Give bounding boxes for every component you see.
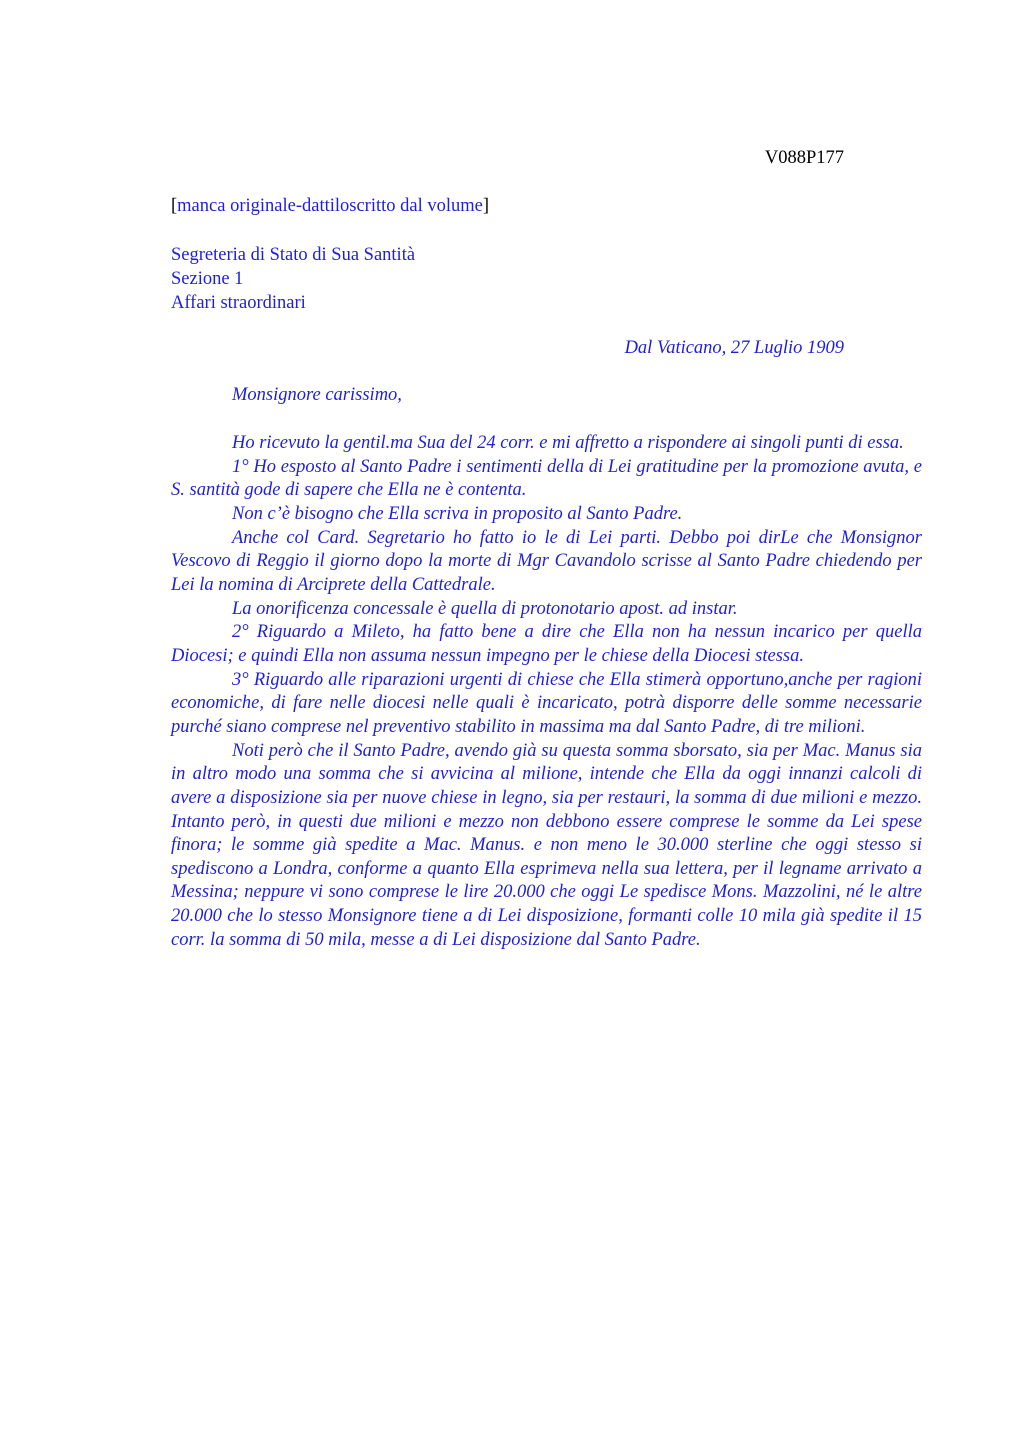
note-text: manca originale-dattiloscritto dal volume — [177, 196, 483, 216]
letterhead-line: Sezione 1 — [171, 269, 244, 289]
body-paragraph: Anche col Card. Segretario ho fatto io le di Lei parti. Debbo poi dirLe che Monsignor Vescovo di Reggio il giorno dopo la morte di Mgr Cavandolo scrisse al Santo Padre chiedendo per Lei la nomina di Arciprete della Cattedrale. — [171, 527, 922, 595]
archival-note — [171, 196, 489, 217]
note-close-bracket: ] — [482, 196, 490, 216]
salutation: Monsignore carissimo, — [232, 385, 402, 405]
reference-code: V088P177 — [764, 148, 844, 168]
body-paragraph: Noti però che il Santo Padre, avendo già su questa somma sborsato, sia per Mac. Manus sia in altro modo una somma che si avvicina al milione, intende che Ella da oggi innanzi calcoli di avere a disposizione sia per nuove chiese in legno, sia per restauri, la somma di due milioni e mezzo. Intanto però, in questi due milioni e mezzo non debbono essere comprese le somme da Lei spese finora; le somme già spedite a Mac. Manus. e non meno le 30.000 sterline che oggi stesso si spediscono a Londra, conforme a quanto Ella esprimeva nella sua lettera, per il legname arrivato a Messina; neppure vi sono comprese le lire 20.000 che oggi Le spedisce Mons. Mazzolini, né le altre 20.000 che lo stesso Monsignore tiene a di Lei disposizione, formanti colle 10 mila già spedite il 15 corr. la somma di 50 mila, messe a di Lei disposizione dal Santo Padre. — [171, 740, 922, 950]
body-paragraph: Non c’è bisogno che Ella scriva in proposito al Santo Padre. — [232, 503, 683, 524]
letter-date: Dal Vaticano, 27 Luglio 1909 — [624, 338, 844, 358]
letterhead — [171, 243, 415, 315]
letterhead-line: Segreteria di Stato di Sua Santità — [171, 245, 416, 265]
note-open-bracket: [ — [171, 196, 178, 216]
body-paragraph: 2° Riguardo a Mileto, ha fatto bene a dire che Ella non ha nessun incarico per quella Diocesi; e quindi Ella non assuma nessun impegno per le chiese della Diocesi stessa. — [171, 622, 922, 666]
body-paragraph: 3° Riguardo alle riparazioni urgenti di chiese che Ella stimerà opportuno,anche per ragioni economiche, di fare nelle diocesi nelle quali è incaricato, potrà disporre delle somme necessarie purché siano comprese nel preventivo stabilito in massima ma dal Santo Padre, di tre milioni. — [171, 669, 922, 737]
body-paragraph: La onorificenza concessale è quella di protonotario apost. ad instar. — [232, 598, 738, 619]
body-paragraph: 1° Ho esposto al Santo Padre i sentimenti della di Lei gratitudine per la promozione avuta, e S. santità gode di sapere che Ella ne è contenta. — [171, 456, 922, 501]
body-paragraph: Ho ricevuto la gentil.ma Sua del 24 corr. e mi affretto a rispondere ai singoli punti di essa. — [232, 433, 904, 453]
letterhead-line: Affari straordinari — [171, 293, 306, 313]
letter-body — [171, 432, 922, 952]
